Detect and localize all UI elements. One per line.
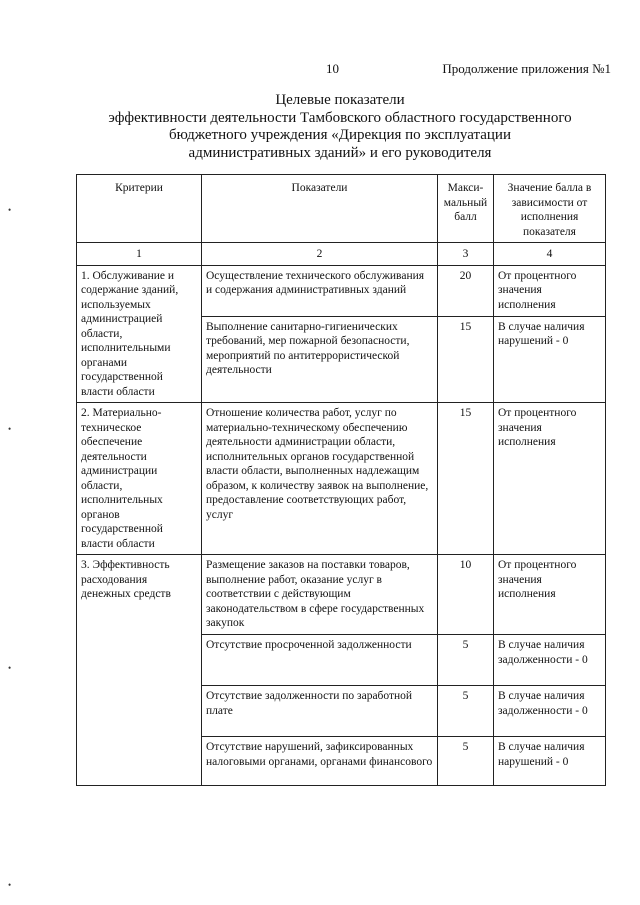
score-value-cell: В случае наличия нарушений - 0	[494, 737, 606, 786]
score-value-cell: От процентного значения исполнения	[494, 403, 606, 555]
column-number: 3	[438, 243, 494, 266]
max-score-cell: 5	[438, 635, 494, 686]
max-score-cell: 5	[438, 686, 494, 737]
indicator-cell: Выполнение санитарно-гигиенических требований, мер пожарной безопасности, мероприятий по антитеррористической деятельности	[202, 316, 438, 402]
title-line: административных зданий» и его руководителя	[188, 144, 492, 161]
margin-mark: •	[8, 424, 12, 434]
header-score-value: Значение балла в зависимости от исполнения показателя	[494, 175, 606, 243]
max-score-cell: 15	[438, 403, 494, 555]
indicator-cell: Отсутствие задолженности по заработной плате	[202, 686, 438, 737]
margin-mark: •	[8, 205, 12, 215]
max-score-cell: 10	[438, 555, 494, 635]
header-criteria: Критерии	[77, 175, 202, 243]
table-header-row	[77, 175, 606, 243]
score-value-cell: В случае наличия задолженности - 0	[494, 635, 606, 686]
document-title	[60, 92, 620, 162]
header-max-score: Макси-мальный балл	[438, 175, 494, 243]
score-value-cell: От процентного значения исполнения	[494, 555, 606, 635]
criterion-cell: 1. Обслуживание и содержание зданий, используемых администрацией области, исполнительными органами государственной власти области	[77, 265, 202, 403]
table-row	[77, 265, 606, 316]
indicator-cell: Размещение заказов на поставки товаров, выполнение работ, оказание услуг в соответствии с действующим законодательством в сфере государственных закупок	[202, 555, 438, 635]
criterion-cell: 3. Эффективность расходования денежных средств	[77, 555, 202, 786]
title-line: эффективности деятельности Тамбовского областного государственного	[108, 109, 572, 126]
margin-mark: •	[8, 663, 12, 673]
indicator-cell: Отсутствие нарушений, зафиксированных налоговыми органами, органами финансового	[202, 737, 438, 786]
title-line: бюджетного учреждения «Дирекция по эксплуатации	[169, 127, 511, 143]
table-row	[77, 555, 606, 635]
max-score-cell: 5	[438, 737, 494, 786]
indicators-table	[76, 174, 606, 786]
indicator-cell: Осуществление технического обслуживания и содержания административных зданий	[202, 265, 438, 316]
max-score-cell: 20	[438, 265, 494, 316]
page-number: 10	[326, 61, 339, 76]
header-indicators: Показатели	[202, 175, 438, 243]
indicator-cell: Отсутствие просроченной задолженности	[202, 635, 438, 686]
margin-mark: •	[8, 880, 12, 890]
column-number: 1	[77, 243, 202, 266]
score-value-cell: В случае наличия задолженности - 0	[494, 686, 606, 737]
criterion-cell: 2. Материально-техническое обеспечение деятельности администрации области, исполнительных органов государственной власти области	[77, 403, 202, 555]
column-number: 4	[494, 243, 606, 266]
max-score-cell: 15	[438, 316, 494, 402]
score-value-cell: В случае наличия нарушений - 0	[494, 316, 606, 402]
column-number-row	[77, 243, 606, 266]
table-row	[77, 403, 606, 555]
appendix-note: Продолжение приложения №1	[442, 61, 611, 76]
column-number: 2	[202, 243, 438, 266]
indicator-cell: Отношение количества работ, услуг по материально-техническому обеспечению деятельности администрации области, исполнительных органов государственной власти области, выполненных надлежащим образом, к количеству заявок на выполнение, предоставление соответствующих работ, услуг	[202, 403, 438, 555]
title-line: Целевые показатели	[275, 92, 405, 108]
score-value-cell: От процентного значения исполнения	[494, 265, 606, 316]
